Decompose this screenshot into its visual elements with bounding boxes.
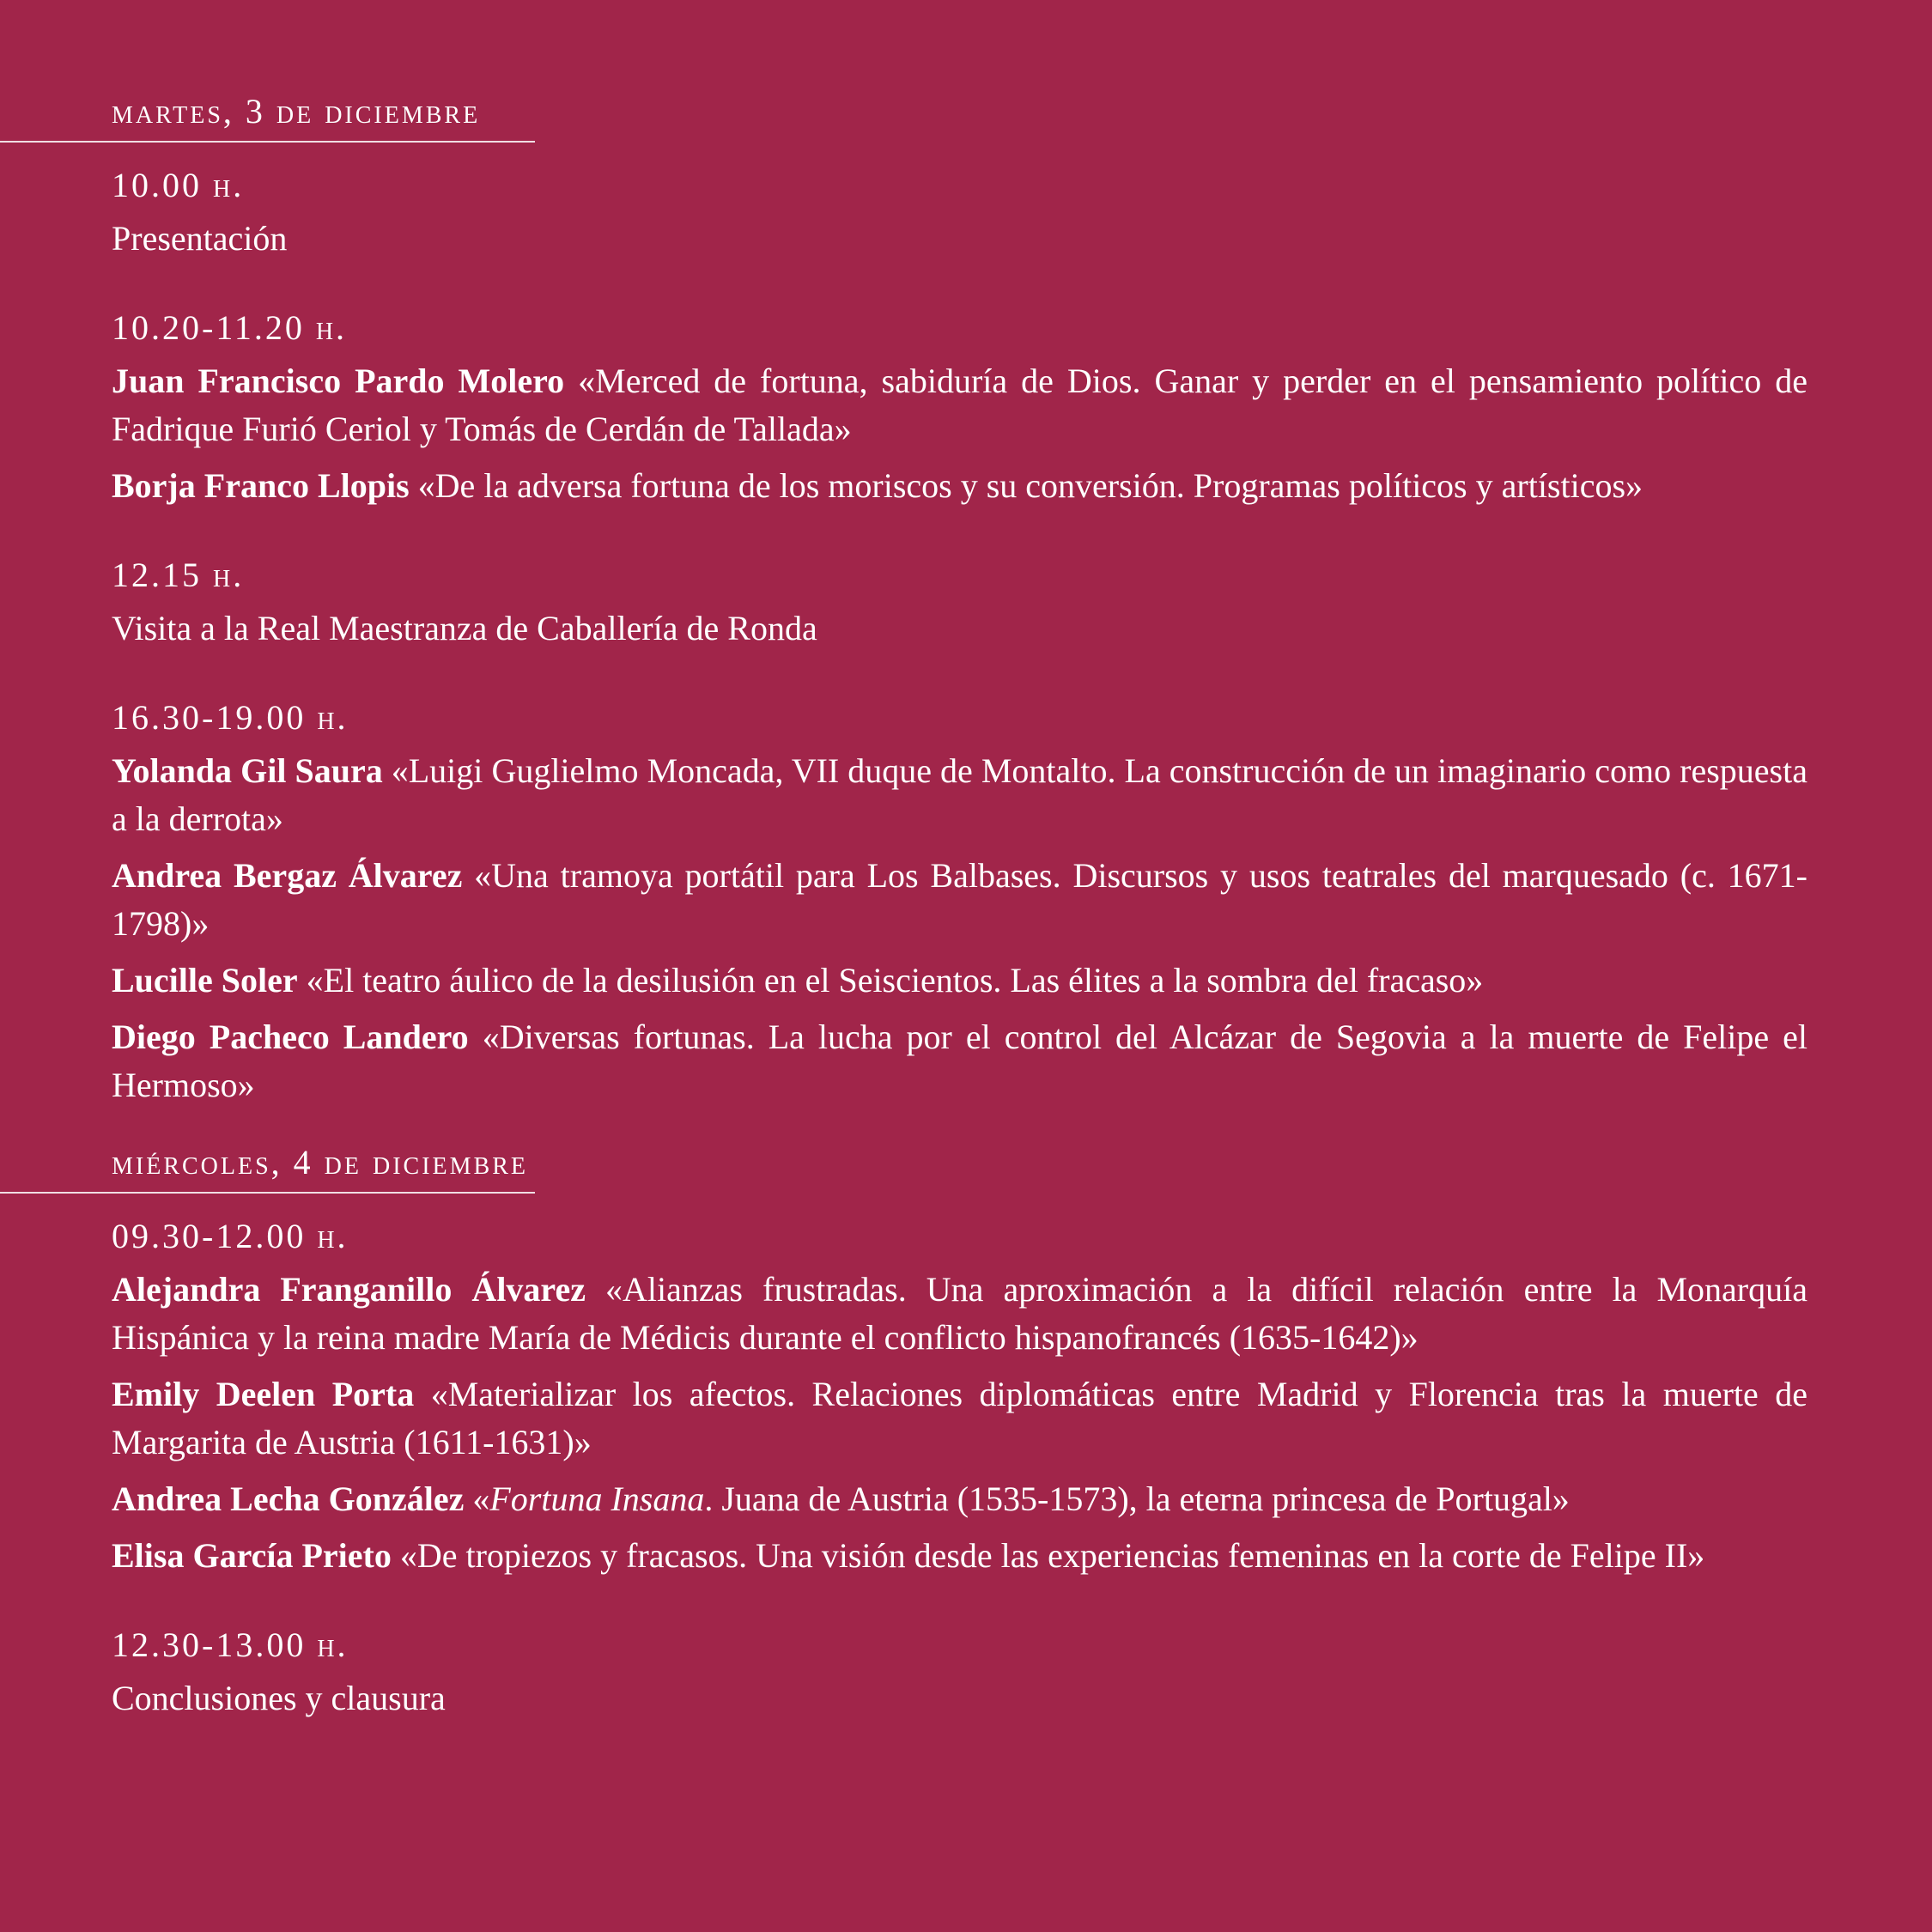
session-afternoon-talks [112, 699, 1807, 1109]
talk-title-open: « [472, 1479, 490, 1518]
session-morning-talks [112, 309, 1807, 510]
session-time: 12.15 h. [112, 556, 245, 594]
day-heading: miércoles, 4 de diciembre [112, 1143, 528, 1182]
session-description: Conclusiones y clausura [112, 1679, 446, 1717]
talk-entry [112, 957, 1807, 1005]
speaker-name: Elisa García Prieto [112, 1536, 392, 1575]
talk-title: «De tropiezos y fracasos. Una visión desde las experiencias femeninas en la corte de Felipe II» [399, 1536, 1705, 1575]
session-time: 10.00 h. [112, 166, 245, 204]
session-time: 10.20-11.20 h. [112, 308, 348, 347]
talk-entry [112, 462, 1807, 510]
speaker-name: Juan Francisco Pardo Molero [112, 361, 565, 400]
speaker-name: Alejandra Franganillo Álvarez [112, 1270, 586, 1309]
talk-title: «Diversas fortunas. La lucha por el control del Alcázar de Segovia a la muerte de Felipe el Hermoso» [112, 1018, 1808, 1104]
session-time: 16.30-19.00 h. [112, 698, 349, 737]
talk-title-italic: Fortuna Insana [489, 1479, 705, 1518]
talk-title: «Luigi Guglielmo Moncada, VII duque de Montalto. La construcción de un imaginario como respuesta a la derrota» [112, 751, 1807, 838]
talk-title-rest: . Juana de Austria (1535-1573), la eterna princesa de Portugal» [704, 1479, 1570, 1518]
session-time: 09.30-12.00 h. [112, 1217, 349, 1255]
session-closing [112, 1626, 1807, 1722]
day-heading: martes, 3 de diciembre [112, 92, 481, 131]
speaker-name: Yolanda Gil Saura [112, 751, 383, 790]
talk-entry [112, 1532, 1807, 1580]
talk-entry [112, 1013, 1807, 1109]
talk-entry [112, 852, 1807, 948]
speaker-name: Borja Franco Llopis [112, 466, 410, 505]
speaker-name: Andrea Lecha González [112, 1479, 465, 1518]
day-tuesday [112, 93, 1807, 1109]
day-divider [0, 1192, 535, 1194]
day-wednesday [112, 1144, 1807, 1722]
talk-title: «Materializar los afectos. Relaciones diplomáticas entre Madrid y Florencia tras la muerte de Margarita de Austria (1611-1631)» [112, 1375, 1808, 1461]
talk-title: «El teatro áulico de la desilusión en el Seiscientos. Las élites a la sombra del fracaso» [306, 961, 1484, 999]
speaker-name: Diego Pacheco Landero [112, 1018, 469, 1056]
speaker-name: Lucille Soler [112, 961, 298, 999]
talk-entry [112, 747, 1807, 843]
talk-entry [112, 1266, 1807, 1362]
session-morning-talks [112, 1218, 1807, 1580]
talk-entry [112, 357, 1807, 453]
session-description: Visita a la Real Maestranza de Caballería de Ronda [112, 609, 817, 647]
session-presentation [112, 167, 1807, 263]
talk-entry [112, 1475, 1807, 1523]
speaker-name: Andrea Bergaz Álvarez [112, 856, 463, 895]
program-content [112, 93, 1807, 1769]
session-visit [112, 556, 1807, 653]
session-time: 12.30-13.00 h. [112, 1625, 349, 1664]
talk-title: «Alianzas frustradas. Una aproximación a la difícil relación entre la Monarquía Hispánica y la reina madre María de Médicis durante el conflicto hispanofrancés (1635-1642)» [112, 1270, 1807, 1357]
talk-title: «De la adversa fortuna de los moriscos y su conversión. Programas políticos y artísticos» [417, 466, 1643, 505]
talk-entry [112, 1370, 1807, 1467]
day-divider [0, 141, 535, 143]
speaker-name: Emily Deelen Porta [112, 1375, 415, 1413]
session-description: Presentación [112, 219, 288, 258]
talk-title: «Merced de fortuna, sabiduría de Dios. Ganar y perder en el pensamiento político de Fadrique Furió Ceriol y Tomás de Cerdán de Tallada» [112, 361, 1808, 448]
talk-title: «Una tramoya portátil para Los Balbases. Discursos y usos teatrales del marquesado (c. 1671-1798)» [112, 856, 1807, 943]
